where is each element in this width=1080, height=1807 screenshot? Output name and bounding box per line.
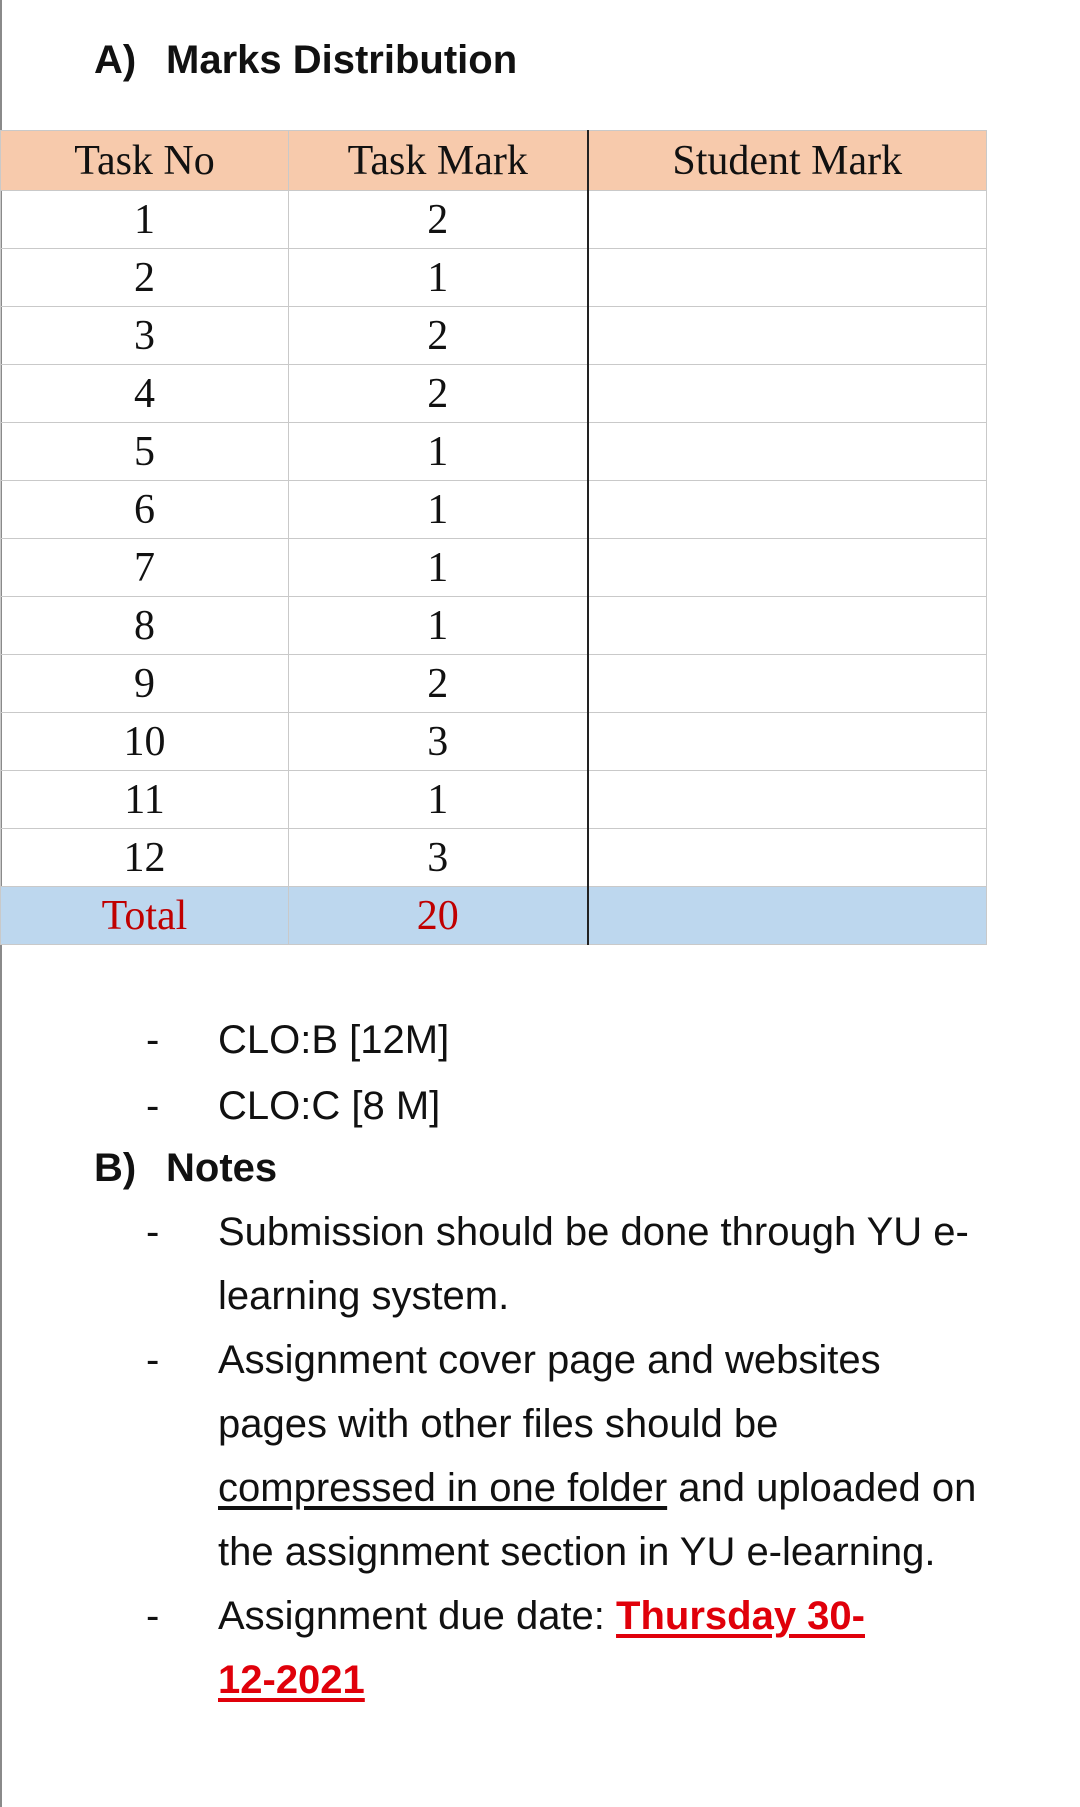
student-mark-cell[interactable] <box>588 307 987 365</box>
marks-distribution-table <box>0 130 987 945</box>
clo-item: CLO:C [8 M] <box>218 1084 441 1128</box>
bullet-dash: - <box>146 1338 160 1382</box>
student-mark-cell[interactable] <box>588 249 987 307</box>
table-row <box>1 423 987 481</box>
list-item <box>0 1078 449 1144</box>
student-mark-cell[interactable] <box>588 365 987 423</box>
student-mark-cell[interactable] <box>588 597 987 655</box>
section-a-number: A) <box>94 38 137 82</box>
table-row <box>1 771 987 829</box>
list-item <box>0 1584 868 1712</box>
task-mark-cell: 2 <box>289 307 588 365</box>
task-mark-cell: 3 <box>289 829 588 887</box>
table-row <box>1 829 987 887</box>
table-row <box>1 249 987 307</box>
task-no-cell: 12 <box>1 829 289 887</box>
task-no-cell: 7 <box>1 539 289 597</box>
due-date: Thursday 30-12-2021 <box>218 1594 865 1702</box>
task-mark-cell: 1 <box>289 423 588 481</box>
task-mark-cell: 2 <box>289 655 588 713</box>
section-b-heading <box>94 1148 277 1188</box>
task-mark-cell: 1 <box>289 481 588 539</box>
student-mark-cell[interactable] <box>588 423 987 481</box>
clo-list <box>0 1012 449 1144</box>
section-a-title: Marks Distribution <box>166 38 518 82</box>
list-item <box>0 1200 988 1328</box>
header-task-mark: Task Mark <box>289 131 588 191</box>
note-submission: Submission should be done through YU e-learning system. <box>218 1210 969 1318</box>
task-no-cell: 5 <box>1 423 289 481</box>
task-no-cell: 2 <box>1 249 289 307</box>
student-mark-cell[interactable] <box>588 829 987 887</box>
section-a-heading <box>94 40 517 80</box>
task-no-cell: 8 <box>1 597 289 655</box>
table-row <box>1 655 987 713</box>
total-label: Total <box>1 887 289 945</box>
task-no-cell: 10 <box>1 713 289 771</box>
total-task-mark: 20 <box>289 887 588 945</box>
task-mark-cell: 2 <box>289 191 588 249</box>
header-task-no: Task No <box>1 131 289 191</box>
bullet-dash: - <box>146 1594 160 1638</box>
list-item <box>0 1012 449 1078</box>
table-row <box>1 539 987 597</box>
table-row <box>1 307 987 365</box>
section-b-title: Notes <box>166 1146 278 1190</box>
student-mark-cell[interactable] <box>588 481 987 539</box>
task-no-cell: 9 <box>1 655 289 713</box>
list-item <box>0 1328 998 1584</box>
task-mark-cell: 1 <box>289 771 588 829</box>
table-row <box>1 365 987 423</box>
note-compressed-folder: compressed in one folder <box>218 1466 668 1510</box>
student-mark-cell[interactable] <box>588 713 987 771</box>
note-upload-location: and uploaded on the assignment section in YU e-learning. <box>218 1466 977 1574</box>
student-mark-cell[interactable] <box>588 771 987 829</box>
task-mark-cell: 3 <box>289 713 588 771</box>
task-mark-cell: 1 <box>289 249 588 307</box>
total-row <box>1 887 987 945</box>
task-no-cell: 6 <box>1 481 289 539</box>
table-row <box>1 191 987 249</box>
note-cover-page: Assignment cover page and websites pages with other files should be <box>218 1338 881 1446</box>
table-row <box>1 713 987 771</box>
bullet-dash: - <box>146 1084 160 1128</box>
table-row <box>1 481 987 539</box>
student-mark-cell[interactable] <box>588 655 987 713</box>
table-row <box>1 597 987 655</box>
table-header-row <box>1 131 987 191</box>
task-mark-cell: 2 <box>289 365 588 423</box>
clo-item: CLO:B [12M] <box>218 1018 450 1062</box>
task-mark-cell: 1 <box>289 539 588 597</box>
student-mark-cell[interactable] <box>588 191 987 249</box>
task-no-cell: 4 <box>1 365 289 423</box>
task-no-cell: 1 <box>1 191 289 249</box>
task-no-cell: 3 <box>1 307 289 365</box>
note-due-label: Assignment due date: <box>218 1594 617 1638</box>
task-no-cell: 11 <box>1 771 289 829</box>
notes-list <box>0 1200 1000 1712</box>
header-student-mark: Student Mark <box>588 131 987 191</box>
section-b-number: B) <box>94 1146 137 1190</box>
bullet-dash: - <box>146 1210 160 1254</box>
task-mark-cell: 1 <box>289 597 588 655</box>
bullet-dash: - <box>146 1018 160 1062</box>
student-mark-cell[interactable] <box>588 539 987 597</box>
total-student-mark-cell[interactable] <box>588 887 987 945</box>
